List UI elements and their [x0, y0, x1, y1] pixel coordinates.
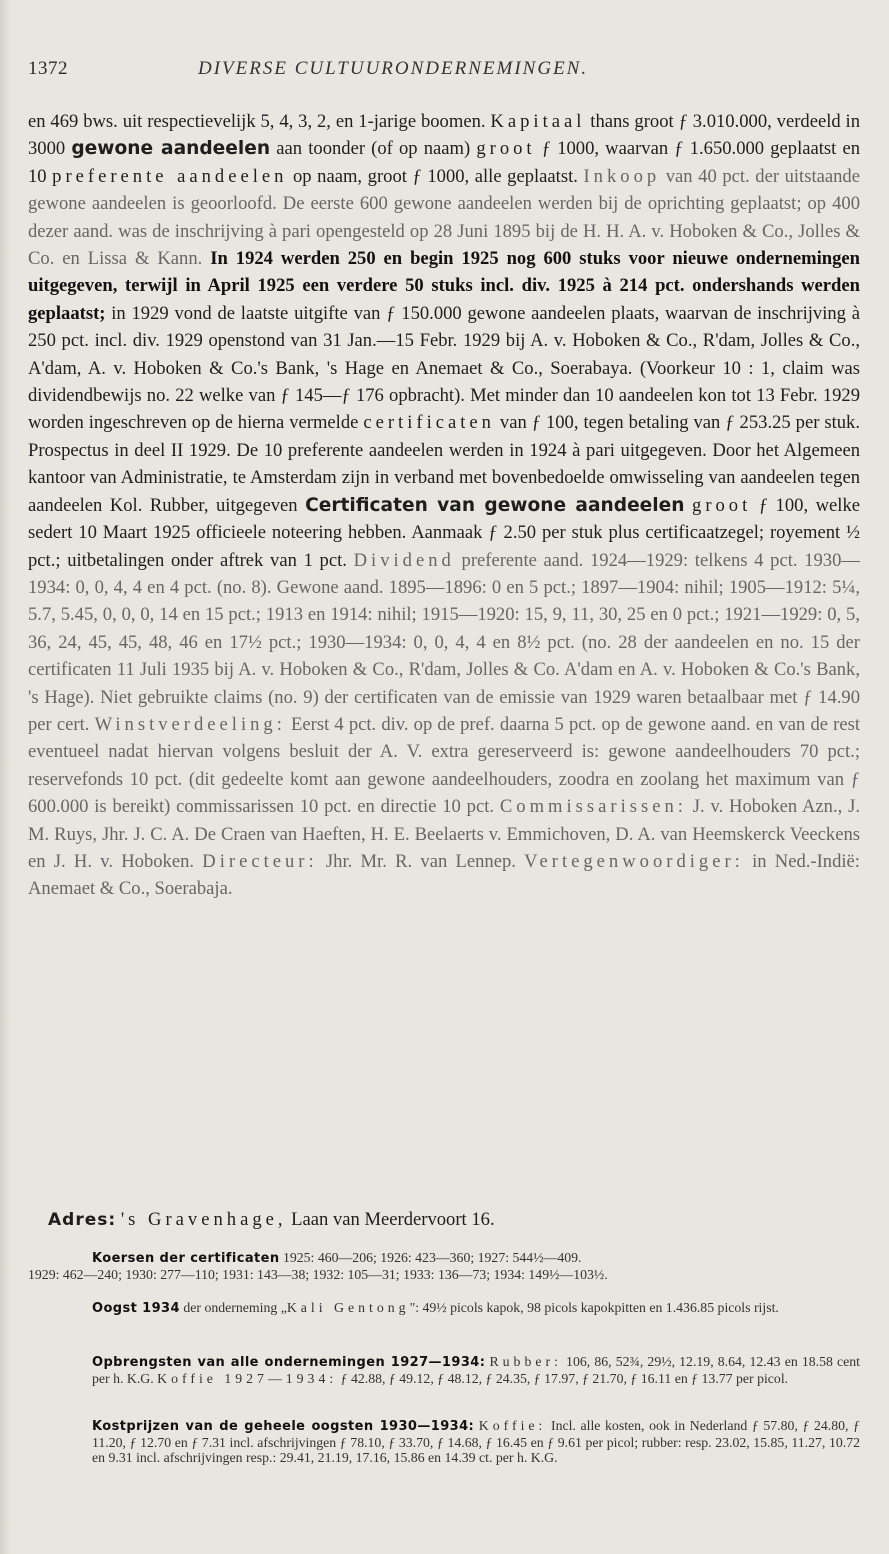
oogst-text-2: ": 49½ picols kapok, 98 picols kapokpitten en 1.436.85 picols rijst.	[409, 1300, 779, 1315]
kostprijzen-block	[28, 1418, 860, 1466]
label-koersen: Koersen der certificaten	[92, 1251, 280, 1266]
text-directeur: Jhr. Mr. R. van Lennep.	[325, 850, 516, 872]
text-certificaten: van ƒ 100, tegen betaling van ƒ 253.25 per stuk. Prospectus in deel II 1929. De 10 preferente aandeelen werden in 1924 à pari uitgegeven. Door het Algemeen kantoor van Administratie, te Amsterdam zijn in verband met bovenbedoelde omwisseling van aandeelen tegen aandeelen Kol. Rubber, uitgegeven	[28, 412, 860, 516]
text-capital: thans groot ƒ 3.010.000, verdeeld in 3000	[28, 111, 861, 160]
page-edge-shadow	[0, 0, 10, 1554]
address-street: Laan van Meerdervoort 16.	[291, 1209, 495, 1230]
label-certificaten-gewone: Certificaten van gewone aandeelen	[305, 494, 685, 516]
address-city: 's Gravenhage,	[120, 1209, 287, 1230]
text-1929-issue: in 1929 vond de laatste uitgifte van ƒ 150.000 gewone aandeelen plaats, waarvan de inschrijving à 250 pct. incl. div. 1929 openstond van 31 Jan.—15 Febr. 1929 bij A. v. Hoboken & Co., R'dam, Jolles & Co., A'dam, A. v. Hoboken & Co.'s Bank, 's Hage en Anemaet & Co., Soerabaya. (Voorkeur 10 : 1, claim was dividendbewijs no. 22 welke van ƒ 145—ƒ 176 opbracht). Met minder dan 10 aandeelen kon tot 13 Febr. 1929 worden ingeschreven op de hierna vermelde	[28, 302, 860, 434]
label-vertegenwoordiger: Vertegenwoordiger:	[524, 850, 744, 872]
label-commissarissen: Commissarissen:	[499, 796, 687, 818]
oogst-name: Kali Gentong	[286, 1300, 410, 1315]
label-certificaten: certificaten	[363, 412, 495, 434]
opbrengsten-koffie: ƒ 42.88, ƒ 49.12, ƒ 48.12, ƒ 24.35, ƒ 17.97, ƒ 21.70, ƒ 16.11 en ƒ 13.77 per picol.	[340, 1370, 789, 1386]
oogst-block	[28, 1300, 860, 1317]
label-winstverdeeling: Winstverdeeling:	[94, 713, 286, 735]
text-waarvan: ƒ 1000, waarvan ƒ 1.650.000 geplaatst en 10	[28, 138, 861, 187]
label-dividend: Dividend	[353, 549, 455, 571]
text-toonder: aan toonder (of op naam)	[276, 138, 471, 160]
label-rubber: Rubber:	[489, 1354, 562, 1369]
label-koffie-kost: Koffie:	[478, 1418, 547, 1433]
label-inkoop: Inkoop	[583, 165, 661, 187]
kostprijzen-text: Incl. alle kosten, ook in Nederland ƒ 57.80, ƒ 24.80, ƒ 11.20, ƒ 12.70 en ƒ 7.31 incl. afschrijvingen ƒ 78.10, ƒ 33.70, ƒ 14.68, ƒ 16.45 en ƒ 9.61 per picol; rubber: resp. 23.02, 15.85, 11.27, 10.72 en 9.31 incl. afschrijvingen resp.: 29.41, 21.19, 17.16, 15.86 en 14.39 ct. per h. K.G.	[92, 1418, 861, 1466]
text-noteering: ƒ 100, welke sedert 10 Maart 1925 officieele noteering hebben. Aanmaak ƒ 2.50 per stuk plus certificaatzegel; royement ½ pct.; uitbetalingen onder aftrek van 1 pct.	[28, 494, 860, 571]
text-dividend: preferente aand. 1924—1929: telkens 4 pct. 1930—1934: 0, 0, 4, 4 en 4 pct. (no. 8). Gewone aand. 1895—1896: 0 en 5 pct.; 1897—1904: nihil; 1905—1912: 5¼, 5.7, 5.45, 0, 0, 0, 14 en 15 pct.; 1913 en 1914: nihil; 1915—1920: 15, 9, 11, 30, 25 en 0 pct.; 1921—1929: 0, 5, 36, 24, 45, 45, 48, 46 en 17½ pct.; 1930—1934: 0, 0, 4, 4 en 8½ pct. (no. 28 der aandeelen en no. 15 der certificaten 11 Juli 1935 bij A. v. Hoboken & Co., R'dam, Jolles & Co. A'dam en A. v. Hoboken & Co.'s Bank, 's Hage). Niet gebruikte claims (no. 9) der certificaten van de emissie van 1929 waren betaalbaar met ƒ 14.90 per cert.	[28, 549, 860, 735]
label-kostprijzen: Kostprijzen van de geheele oogsten 1930—1934:	[92, 1419, 475, 1434]
opbrengsten-rubber: 106, 86, 52¾, 29½, 12.19, 8.64, 12.43 en 18.58 cent per h. K.G.	[92, 1354, 861, 1386]
text-1924-issue: In 1924 werden 250 en begin 1925 nog 600 stuks voor nieuwe ondernemingen uitgegeven, terwijl in April 1925 een verdere 50 stuks incl. div. 1925 à 214 pct. ondershands werden geplaatst;	[28, 248, 861, 324]
text-trees: en 469 bws. uit respectievelijk 5, 4, 3, 2, en 1-jarige boomen.	[28, 111, 486, 132]
address-line	[48, 1206, 858, 1234]
text-vertegenwoordiger: in Ned.-Indië: Anemaet & Co., Soerabaja.	[28, 850, 860, 900]
company-paragraph	[28, 108, 860, 903]
page-header	[28, 58, 861, 86]
koersen-line-2: 1929: 462—240; 1930: 277—110; 1931: 143—38; 1932: 105—31; 1933: 136—73; 1934: 149½—103½.	[28, 1266, 608, 1282]
text-inkoop: van 40 pct. der uitstaande gewone aandeelen is geoorloofd. De eerste 600 gewone aandeelen werden bij de oprichting geplaatst; op 400 dezer aand. was de inschrijving à pari opengesteld op 28 Juni 1895 bij de H. H. A. v. Hoboken & Co., Jolles & Co. en Lissa & Kann.	[28, 165, 860, 270]
label-adres: Adres:	[48, 1210, 117, 1230]
label-opbrengsten: Opbrengsten van alle ondernemingen 1927—1934:	[92, 1355, 486, 1370]
koersen-block	[28, 1250, 860, 1282]
label-groot: groot	[476, 138, 536, 160]
label-oogst: Oogst 1934	[92, 1301, 180, 1316]
koersen-line-1: 1925: 460—206; 1926: 423—360; 1927: 544½—409.	[282, 1250, 582, 1265]
label-koffie: Koffie 1927—1934:	[157, 1370, 338, 1386]
oogst-text-1: der onderneming „	[183, 1300, 287, 1315]
label-kapitaal: Kapitaal	[490, 111, 586, 132]
label-preferente-aandeelen: preferente aandeelen	[52, 165, 288, 187]
text-op-naam: op naam, groot ƒ 1000, alle geplaatst.	[293, 165, 578, 187]
text-winstverdeeling: Eerst 4 pct. div. op de pref. daarna 5 pct. op de gewone aand. en van de rest eventueel nadat hiervan volgens besluit der A. V. extra gereserveerd is: gewone aandeelhouders 70 pct.; reservefonds 10 pct. (dit gedeelte komt aan gewone aandeelhouders, zoodra en zoolang het maximum van ƒ 600.000 is bereikt) commissarissen 10 pct. en directie 10 pct.	[28, 713, 861, 818]
opbrengsten-block	[28, 1354, 860, 1386]
label-gewone-aandeelen: gewone aandeelen	[71, 138, 271, 160]
page-number: 1372	[28, 58, 68, 79]
text-commissarissen: J. v. Hoboken Azn., J. M. Ruys, Jhr. J. C. A. De Craen van Haeften, H. E. Beelaerts v. Emmichoven, D. A. van Heemskerck Veeckens en J. H. v. Hoboken.	[28, 796, 860, 872]
running-title: DIVERSE CULTUURONDERNEMINGEN.	[198, 58, 589, 79]
main-text	[28, 108, 860, 903]
label-directeur: Directeur:	[202, 850, 318, 872]
label-groot-2: groot	[692, 494, 752, 516]
